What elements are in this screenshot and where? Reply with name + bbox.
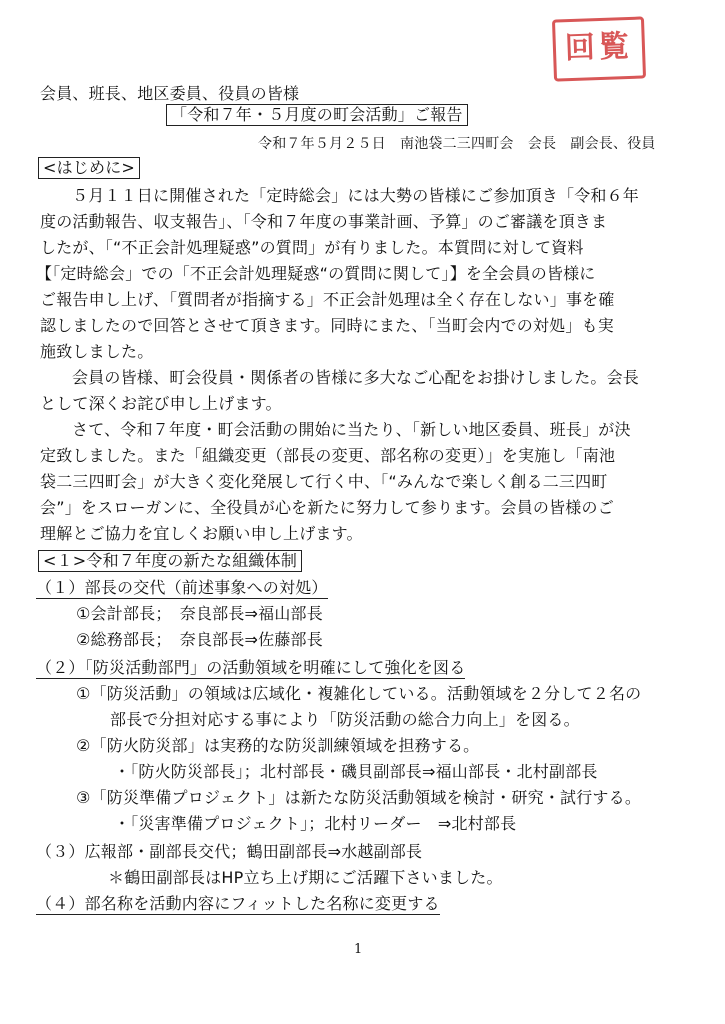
intro-line: 袋二三四町会」が大きく変化発展して行く中、「“みんなで楽しく創る二三四町 [40, 472, 608, 491]
list-item: ①「防災活動」の領域は広域化・複雑化している。活動領域を２分して２名の [76, 684, 642, 703]
subsection-4-heading: （４）部名称を活動内容にフィットした名称に変更する [36, 894, 440, 913]
intro-line: 施致しました。 [40, 342, 154, 361]
section-1-heading: <１>令和７年度の新たな組織体制 [38, 550, 302, 572]
intro-line: 認しましたので回答とさせて頂きます。同時にまた、「当町会内での対処」も実 [40, 316, 614, 335]
circulation-stamp: 回覧 [552, 16, 646, 81]
subsection-3-heading: （３）広報部・副部長交代；鶴田副部長⇒水越副部長 [36, 842, 423, 861]
intro-line: ５月１１日に開催された「定時総会」には大勢の皆様にご参加頂き「令和６年 [72, 186, 640, 205]
recipients-line: 会員、班長、地区委員、役員の皆様 [40, 84, 300, 103]
page-number: 1 [354, 942, 363, 957]
list-item: ③「防災準備プロジェクト」は新たな防災活動領域を検討・研究・試行する。 [76, 788, 642, 807]
intro-line: 理解とご協力を宜しくお願い申し上げます。 [40, 524, 363, 543]
sender-line: 令和７年５月２５日 南池袋二三四町会 会長 副会長、役員 [258, 136, 656, 152]
intro-line: 会員の皆様、町会役員・関係者の皆様に多大なご心配をお掛けしました。会長 [72, 368, 640, 387]
subsection-1-heading: （１）部長の交代（前述事象への対処） [36, 578, 328, 597]
list-item: ・「災害準備プロジェクト」；北村リーダー ⇒北村部長 [114, 814, 517, 833]
list-item: ②総務部長； 奈良部長⇒佐藤部長 [76, 630, 323, 649]
list-item: ②「防火防災部」は実務的な防災訓練領域を担務する。 [76, 736, 480, 755]
intro-line: 定致しました。また「組織変更（部長の変更、部名称の変更）」を実施し「南池 [40, 446, 616, 465]
intro-line: 会”」をスローガンに、全役員が心を新たに努力して参ります。会員の皆様のご [40, 498, 614, 517]
intro-line: 【「定時総会」での「不正会計処理疑惑“の質問に関して」】を全会員の皆様に [36, 264, 596, 283]
subsection-2-heading: （２）「防災活動部門」の活動領域を明確にして強化を図る [36, 658, 466, 677]
intro-line: ご報告申し上げ、「質問者が指摘する」不正会計処理は全く存在しない」事を確 [40, 290, 615, 309]
intro-line: として深くお詫び申し上げます。 [40, 394, 282, 413]
note-line: ＊鶴田副部長はHP立ち上げ期にご活躍下さいました。 [108, 868, 503, 887]
document-title: 「令和７年・５月度の町会活動」ご報告 [166, 104, 468, 126]
list-item: ①会計部長； 奈良部長⇒福山部長 [76, 604, 323, 623]
list-item: ・「防火防災部長」；北村部長・磯貝副部長⇒福山部長・北村副部長 [114, 762, 598, 781]
list-item: 部長で分担対応する事により「防災活動の総合力向上」を図る。 [110, 710, 580, 729]
intro-line: したが、「“不正会計処理疑惑”の質問」が有りました。本質問に対して資料 [40, 238, 584, 257]
intro-line: 度の活動報告、収支報告」、「令和７年度の事業計画、予算」のご審議を頂きま [40, 212, 608, 231]
intro-line: さて、令和７年度・町会活動の開始に当たり、「新しい地区委員、班長」が決 [72, 420, 631, 439]
intro-heading: <はじめに> [38, 157, 140, 179]
